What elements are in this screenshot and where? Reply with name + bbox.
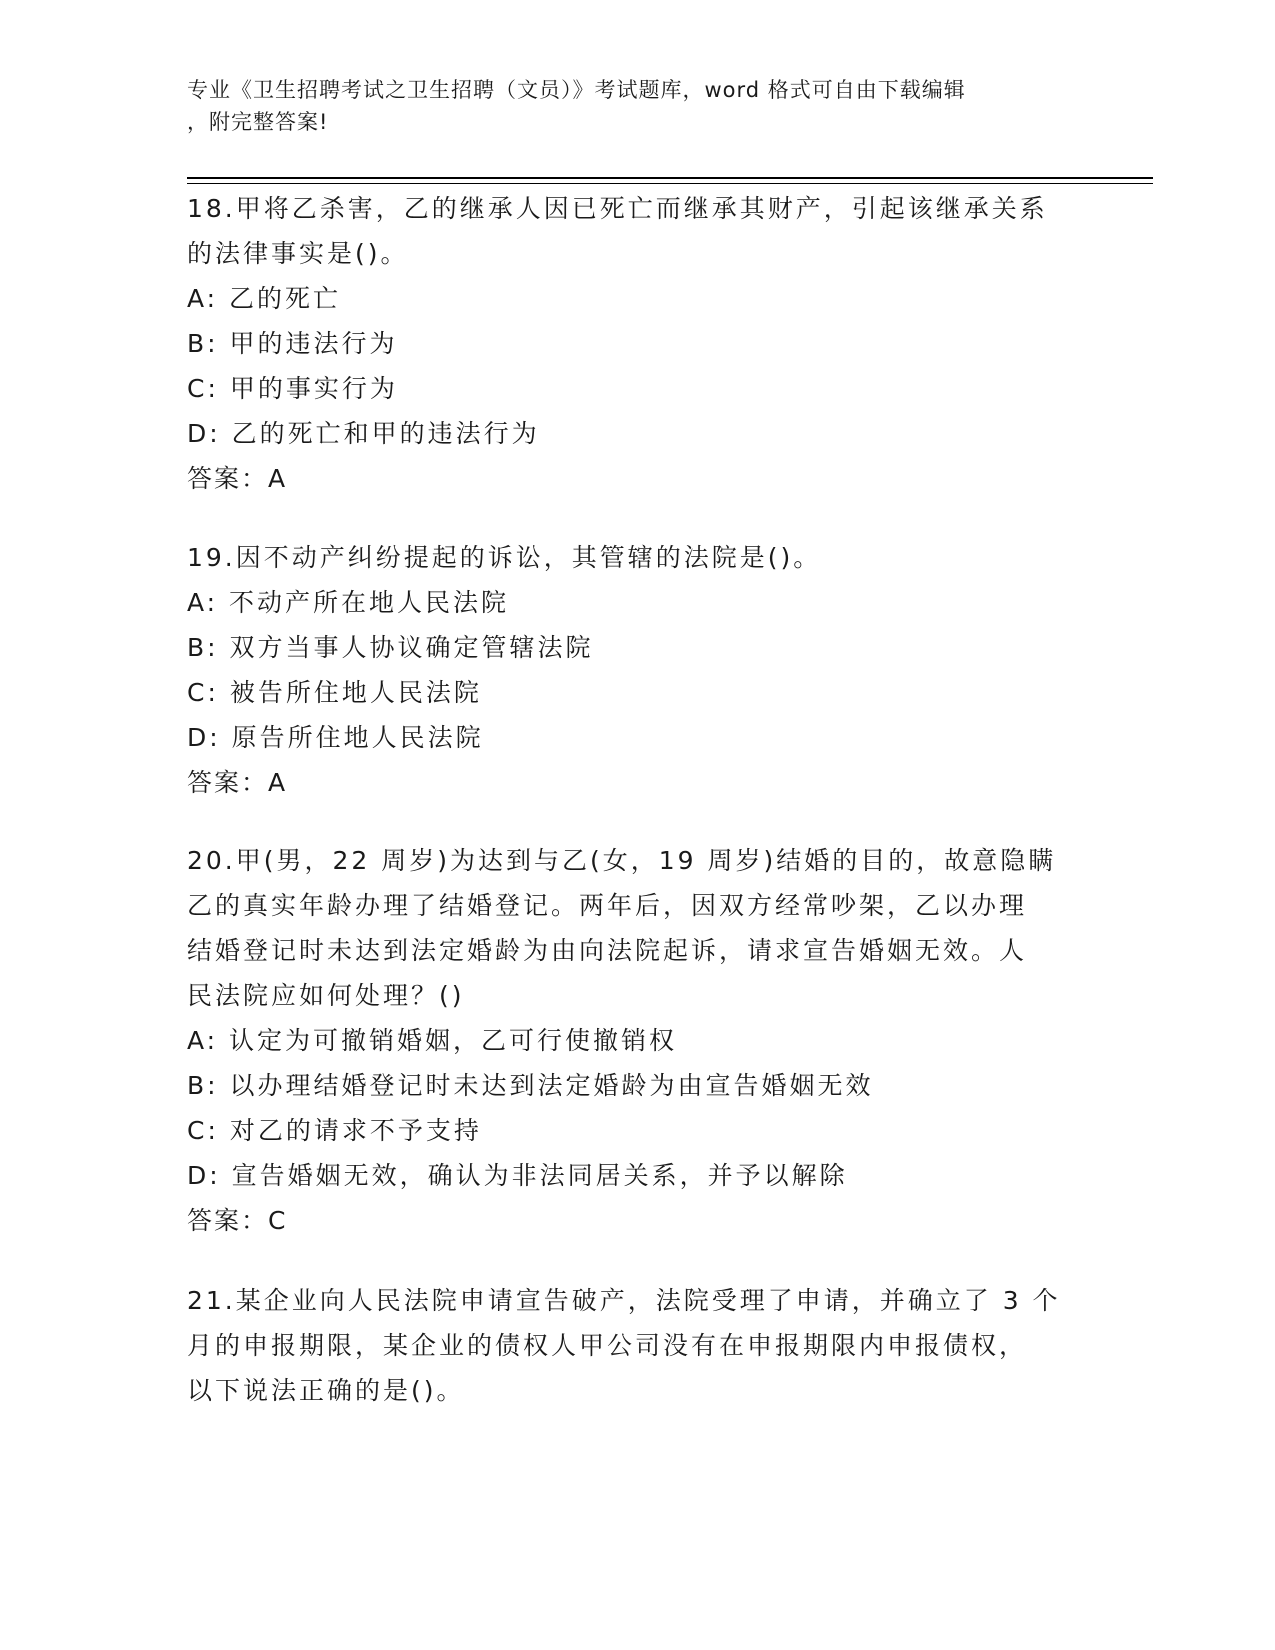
question-21 [187,1278,1087,1413]
option-c: C: 对乙的请求不予支持 [187,1116,482,1145]
option-a: A: 认定为可撤销婚姻，乙可行使撤销权 [187,1026,678,1055]
answer-line: 答案：A [187,768,288,797]
header-divider-thick [187,177,1153,179]
option-d: D: 乙的死亡和甲的违法行为 [187,419,540,448]
answer-line: 答案：A [187,464,288,493]
question-text-line: 的法律事实是()。 [187,239,409,268]
header-divider-thin [187,183,1153,184]
question-text-line: 20.甲(男，22 周岁)为达到与乙(女，19 周岁)结婚的目的，故意隐瞒 [187,846,1057,875]
answer-line: 答案：C [187,1206,288,1235]
option-a: A: 不动产所在地人民法院 [187,588,510,617]
question-text-line: 月的申报期限，某企业的债权人甲公司没有在申报期限内申报债权， [187,1331,1028,1360]
option-b: B: 以办理结婚登记时未达到法定婚龄为由宣告婚姻无效 [187,1071,874,1100]
question-19 [187,535,1087,805]
option-b: B: 甲的违法行为 [187,329,398,358]
question-text-line: 结婚登记时未达到法定婚龄为由向法院起诉，请求宣告婚姻无效。人 [187,936,1028,965]
option-d: D: 宣告婚姻无效，确认为非法同居关系，并予以解除 [187,1161,848,1190]
question-18 [187,186,1087,501]
option-c: C: 被告所住地人民法院 [187,678,482,707]
question-text-line: 18.甲将乙杀害，乙的继承人因已死亡而继承其财产，引起该继承关系 [187,194,1048,223]
option-d: D: 原告所住地人民法院 [187,723,484,752]
question-text-line: 21.某企业向人民法院申请宣告破产，法院受理了申请，并确立了 3 个 [187,1286,1061,1315]
question-text-line: 民法院应如何处理？() [187,981,465,1010]
option-b: B: 双方当事人协议确定管辖法院 [187,633,594,662]
question-text-line: 以下说法正确的是()。 [187,1376,465,1405]
option-a: A: 乙的死亡 [187,284,342,313]
document-header [187,74,1067,138]
header-line-1: 专业《卫生招聘考试之卫生招聘（文员）》考试题库，word 格式可自由下载编辑 [187,78,966,102]
question-20 [187,838,1087,1243]
header-line-2: ，附完整答案! [187,110,329,134]
question-text-line: 19.因不动产纠纷提起的诉讼，其管辖的法院是()。 [187,543,822,572]
option-c: C: 甲的事实行为 [187,374,398,403]
question-text-line: 乙的真实年龄办理了结婚登记。两年后，因双方经常吵架，乙以办理 [187,891,1028,920]
